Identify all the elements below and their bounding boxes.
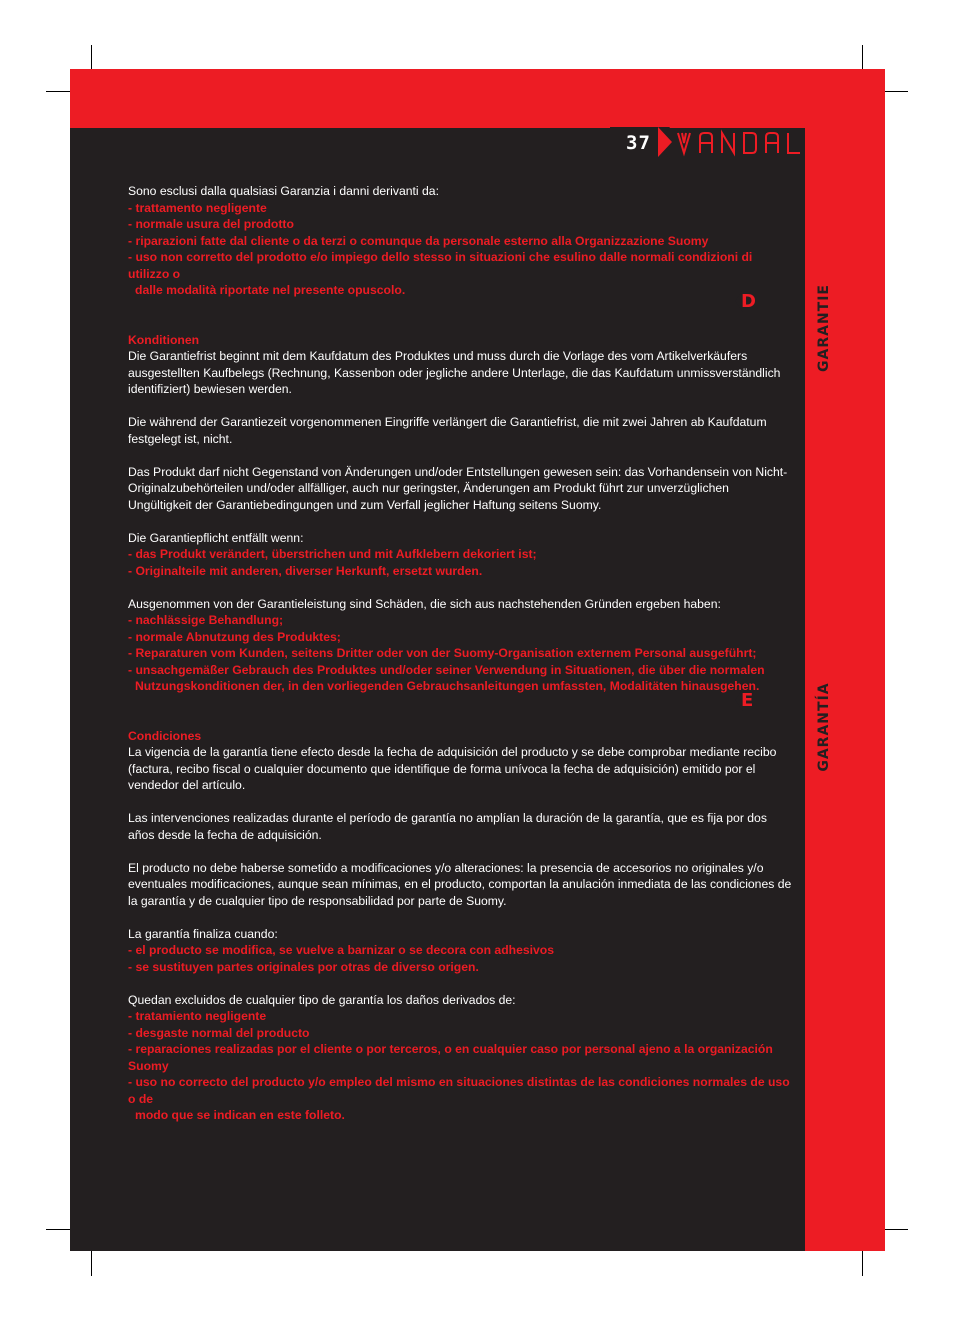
list-item: - uso non corretto del prodotto e/o impiego dello stesso in situazioni che esulino dalle normali condizioni di utilizzo o	[128, 250, 753, 281]
list-item: - nachlässige Behandlung;	[128, 613, 284, 627]
vandal-logo-icon	[658, 125, 808, 159]
side-band	[805, 69, 885, 1251]
list-item: - Reparaturen vom Kunden, seitens Dritter oder von der Suomy-Organisation externem Personal ausgeführt;	[128, 646, 757, 660]
side-label-garantie: GARANTIE	[816, 284, 832, 372]
paragraph: Das Produkt darf nicht Gegenstand von Änderungen und/oder Entstellungen gewesen sein: das Vorhandensein von Nicht-Originalzubehörteilen und/oder allfälliger, auch nur geringster, Änderungen am Produkt führt zur unverzüglichen Ungültigkeit der Garantiebedingungen und zum Verfall jeglicher Haftung seitens Suomy.	[128, 464, 788, 512]
paragraph: Las intervenciones realizadas durante el período de garantía no amplían la duración de la garantía, que es fija por dos años desde la fecha de adquisición.	[128, 811, 767, 842]
expiry-intro-de: Die Garantiepflicht entfällt wenn:	[128, 530, 304, 545]
list-item: - uso no correcto del producto y/o empleo del mismo en situaciones distintas de las condiciones normales de uso o de	[128, 1075, 790, 1106]
list-item: - reparaciones realizadas por el cliente o por terceros, o en cualquier caso por personal ajeno a la organización Suomy	[128, 1042, 773, 1073]
body-text	[128, 183, 794, 1124]
tab-letter-e: E	[741, 690, 754, 711]
page-sheet	[70, 69, 885, 1251]
list-item: - tratamiento negligente	[128, 1009, 267, 1023]
section-heading-de: Konditionen	[128, 332, 200, 347]
paragraph: El producto no debe haberse sometido a modificaciones y/o alteraciones: la presencia de accesorios no originales y/o eventuales modificaciones, aunque sean mínimas, en el producto, comportan la anulación inmediata de las condiciones de la garantía y de cualquier tipo de responsabilidad por parte de Suomy.	[128, 860, 792, 908]
list-item: - das Produkt verändert, überstrichen und mit Aufklebern dekoriert ist;	[128, 547, 537, 561]
tab-letter-d: D	[741, 291, 756, 312]
italian-intro: Sono esclusi dalla qualsiasi Garanzia i danni derivanti da:	[128, 184, 439, 198]
list-item: - riparazioni fatte dal cliente o da terzi o comunque da personale esterno alla Organizzazione Suomy	[128, 233, 709, 248]
list-item: - Originalteile mit anderen, diverser Herkunft, ersetzt wurden.	[128, 563, 483, 578]
list-item: - normale usura del prodotto	[128, 217, 294, 231]
page-number: 37	[626, 132, 651, 154]
list-item: - se sustituyen partes originales por otras de diverso origen.	[128, 959, 479, 974]
paragraph: La vigencia de la garantía tiene efecto desde la fecha de adquisición del producto y se debe comprobar mediante recibo (factura, recibo fiscal o cualquier documento que identifique de forma unívoca la fecha de adquisición) emitido por el vendedor del artículo.	[128, 745, 777, 792]
list-item: - desgaste normal del producto	[128, 1025, 310, 1040]
header-band	[70, 69, 885, 128]
side-label-garantia: GARANTÍA	[816, 682, 832, 772]
expiry-intro-es: La garantía finaliza cuando:	[128, 926, 278, 941]
exclusion-intro-es: Quedan excluidos de cualquier tipo de garantía los daños derivados de:	[128, 992, 516, 1007]
list-item: - unsachgemäßer Gebrauch des Produktes und/oder seiner Verwendung in Situationen, die über die normalen	[128, 662, 765, 677]
paragraph: Die Garantiefrist beginnt mit dem Kaufdatum des Produktes und muss durch die Vorlage des vom Artikelverkäufers ausgestellten Kaufbelegs (Rechnung, Kassenbon oder jegliche andere Unterlage, die das Kaufdatum unmissverständlich identifiziert) bewiesen werden.	[128, 349, 781, 396]
paragraph: Die während der Garantiezeit vorgenommenen Eingriffe verlängert die Garantiefrist, die mit zwei Jahren ab Kaufdatum festgelegt ist, nicht.	[128, 415, 767, 446]
list-item: - trattamento negligente	[128, 200, 267, 215]
list-item: Nutzungskonditionen der, in den vorliegenden Gebrauchsanleitungen umfassten, Modalitäten hinausgehen.	[135, 679, 760, 693]
list-item: - el producto se modifica, se vuelve a barnizar o se decora con adhesivos	[128, 943, 555, 957]
list-item: dalle modalità riportate nel presente opuscolo.	[135, 283, 406, 297]
exclusion-intro-de: Ausgenommen von der Garantieleistung sind Schäden, die sich aus nachstehenden Gründen ergeben haben:	[128, 596, 721, 611]
list-item: modo que se indican en este folleto.	[135, 1108, 345, 1122]
list-item: - normale Abnutzung des Produktes;	[128, 629, 341, 644]
section-heading-es: Condiciones	[128, 728, 202, 743]
